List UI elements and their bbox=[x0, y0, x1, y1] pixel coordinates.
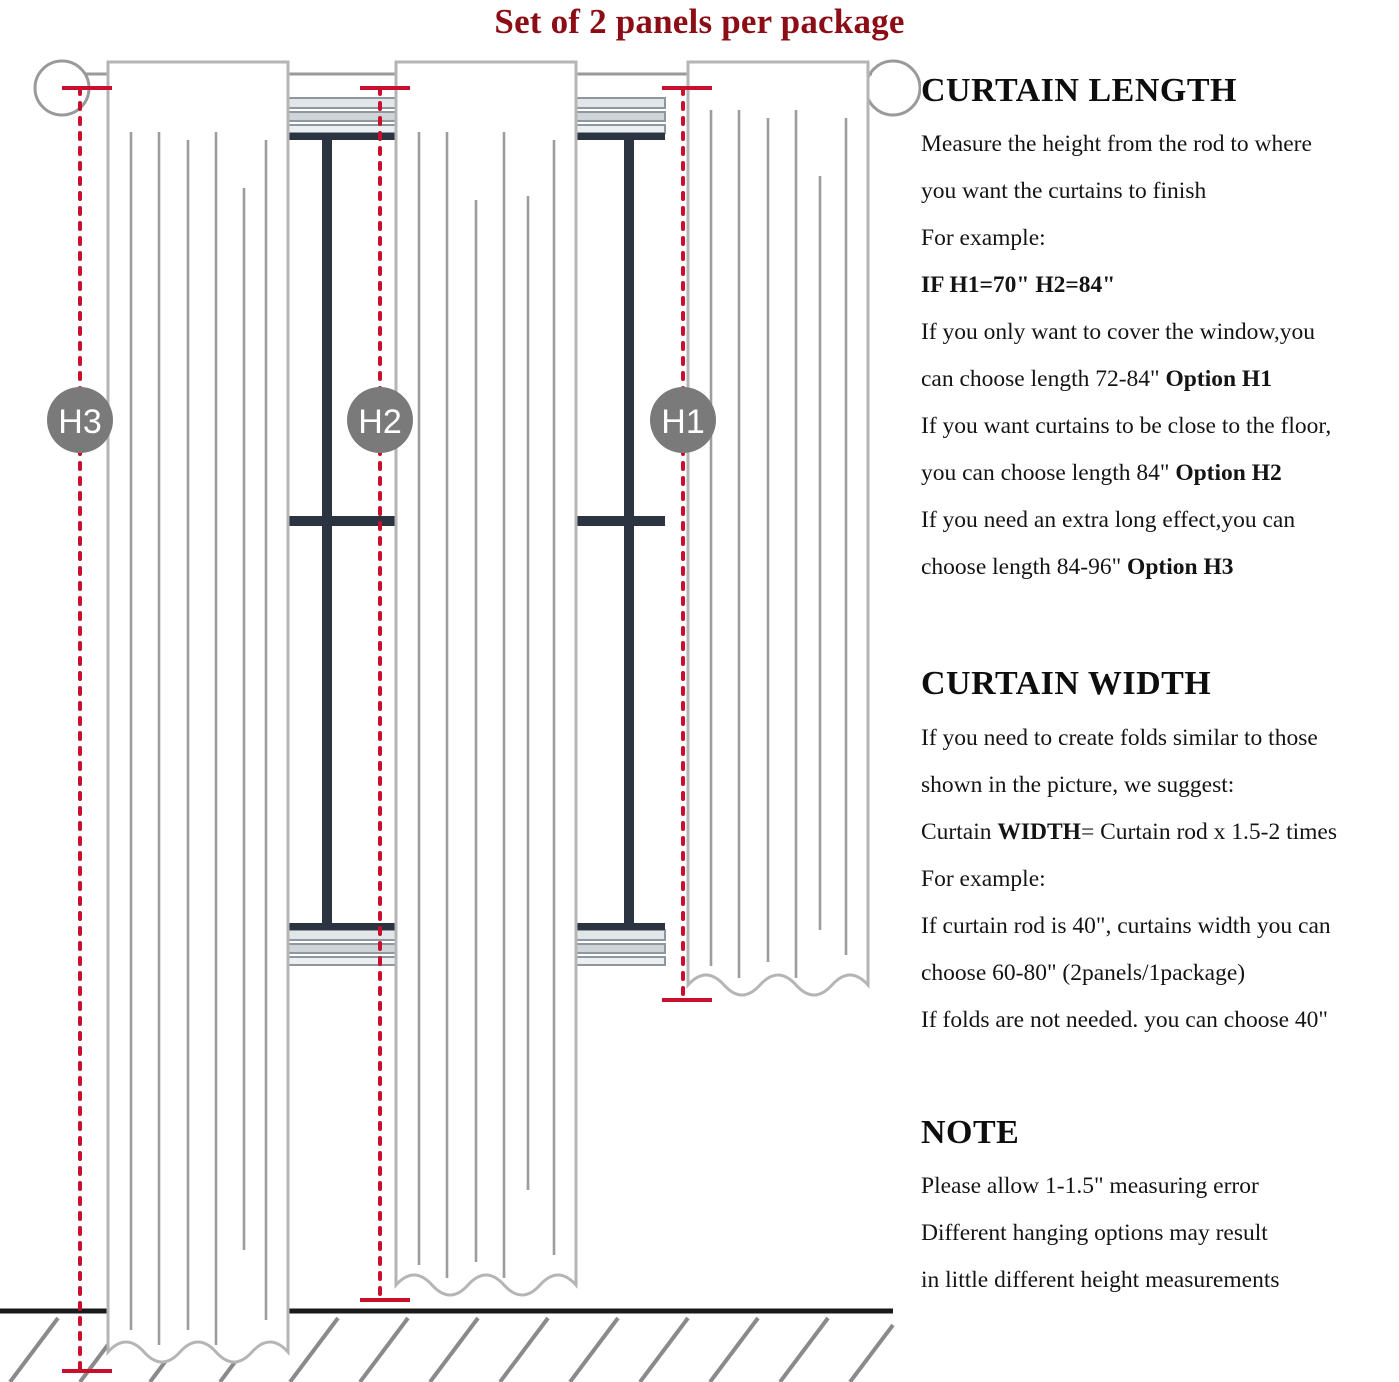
emphasis-text: Option H1 bbox=[1165, 366, 1272, 393]
plain-text: If curtain rod is 40", curtains width you can bbox=[921, 912, 1331, 939]
plain-text: If you want curtains to be close to the floor, bbox=[921, 413, 1332, 440]
section-curtain-length bbox=[921, 72, 1399, 591]
label-badge-h3-text: H3 bbox=[58, 403, 102, 441]
section-body-note bbox=[921, 1163, 1399, 1304]
plain-text: you can choose length 84" bbox=[921, 460, 1176, 487]
plain-text: For example: bbox=[921, 225, 1046, 252]
instruction-line bbox=[921, 1163, 1399, 1210]
section-title-curtain-width: CURTAIN WIDTH bbox=[921, 665, 1212, 703]
page-title: Set of 2 panels per package bbox=[494, 2, 905, 41]
emphasis-text: Option H3 bbox=[1127, 554, 1234, 581]
emphasis-text: WIDTH bbox=[997, 818, 1081, 845]
instruction-line bbox=[921, 309, 1399, 356]
instructions-column bbox=[921, 72, 1399, 1304]
instruction-line bbox=[921, 544, 1399, 591]
emphasis-text: IF H1=70" H2=84" bbox=[921, 272, 1116, 299]
instruction-line bbox=[921, 215, 1399, 262]
instruction-line bbox=[921, 856, 1399, 903]
plain-text: Curtain bbox=[921, 818, 998, 845]
plain-text: Measure the height from the rod to where bbox=[921, 131, 1312, 158]
instruction-line bbox=[921, 450, 1399, 497]
plain-text: choose length 84-96" bbox=[921, 554, 1128, 581]
label-badge-h3 bbox=[47, 387, 113, 453]
section-note bbox=[921, 1114, 1399, 1304]
emphasis-text: Option H2 bbox=[1175, 460, 1282, 487]
plain-text: If you need to create folds similar to those bbox=[921, 724, 1318, 751]
plain-text: Different hanging options may result bbox=[921, 1220, 1268, 1247]
instruction-line bbox=[921, 950, 1399, 997]
plain-text: you want the curtains to finish bbox=[921, 178, 1207, 205]
instruction-line bbox=[921, 1210, 1399, 1257]
curtain-panel-medium bbox=[396, 62, 576, 1295]
plain-text: If you need an extra long effect,you can bbox=[921, 507, 1296, 534]
section-body-curtain-width bbox=[921, 715, 1399, 1044]
plain-text: = Curtain rod x 1.5-2 times bbox=[1080, 818, 1338, 845]
instruction-line bbox=[921, 1257, 1399, 1304]
instruction-line bbox=[921, 262, 1399, 309]
curtain-panel-long bbox=[108, 62, 288, 1362]
plain-text: can choose length 72-84" bbox=[921, 366, 1166, 393]
plain-text: choose 60-80" (2panels/1package) bbox=[921, 959, 1246, 986]
instruction-line bbox=[921, 403, 1399, 450]
section-body-curtain-length bbox=[921, 121, 1399, 591]
instruction-line bbox=[921, 997, 1399, 1044]
plain-text: in little different height measurements bbox=[921, 1267, 1280, 1294]
instruction-line bbox=[921, 715, 1399, 762]
plain-text: For example: bbox=[921, 865, 1046, 892]
label-badge-h1-text: H1 bbox=[661, 403, 705, 441]
instruction-line bbox=[921, 121, 1399, 168]
plain-text: Please allow 1-1.5" measuring error bbox=[921, 1173, 1259, 1200]
section-title-note: NOTE bbox=[921, 1113, 1020, 1151]
section-curtain-width bbox=[921, 665, 1399, 1043]
section-title-curtain-length: CURTAIN LENGTH bbox=[921, 72, 1237, 109]
label-badge-h1 bbox=[650, 387, 716, 453]
instruction-line bbox=[921, 168, 1399, 215]
plain-text: If folds are not needed. you can choose 40" bbox=[921, 1006, 1328, 1033]
label-badge-h2-text: H2 bbox=[358, 403, 402, 441]
plain-text: shown in the picture, we suggest: bbox=[921, 771, 1235, 798]
curtain-panel-short bbox=[688, 62, 868, 995]
instruction-line bbox=[921, 356, 1399, 403]
instruction-line bbox=[921, 903, 1399, 950]
instruction-line bbox=[921, 497, 1399, 544]
instruction-line bbox=[921, 809, 1399, 856]
plain-text: If you only want to cover the window,you bbox=[921, 319, 1315, 346]
label-badge-h2 bbox=[347, 387, 413, 453]
instruction-line bbox=[921, 762, 1399, 809]
